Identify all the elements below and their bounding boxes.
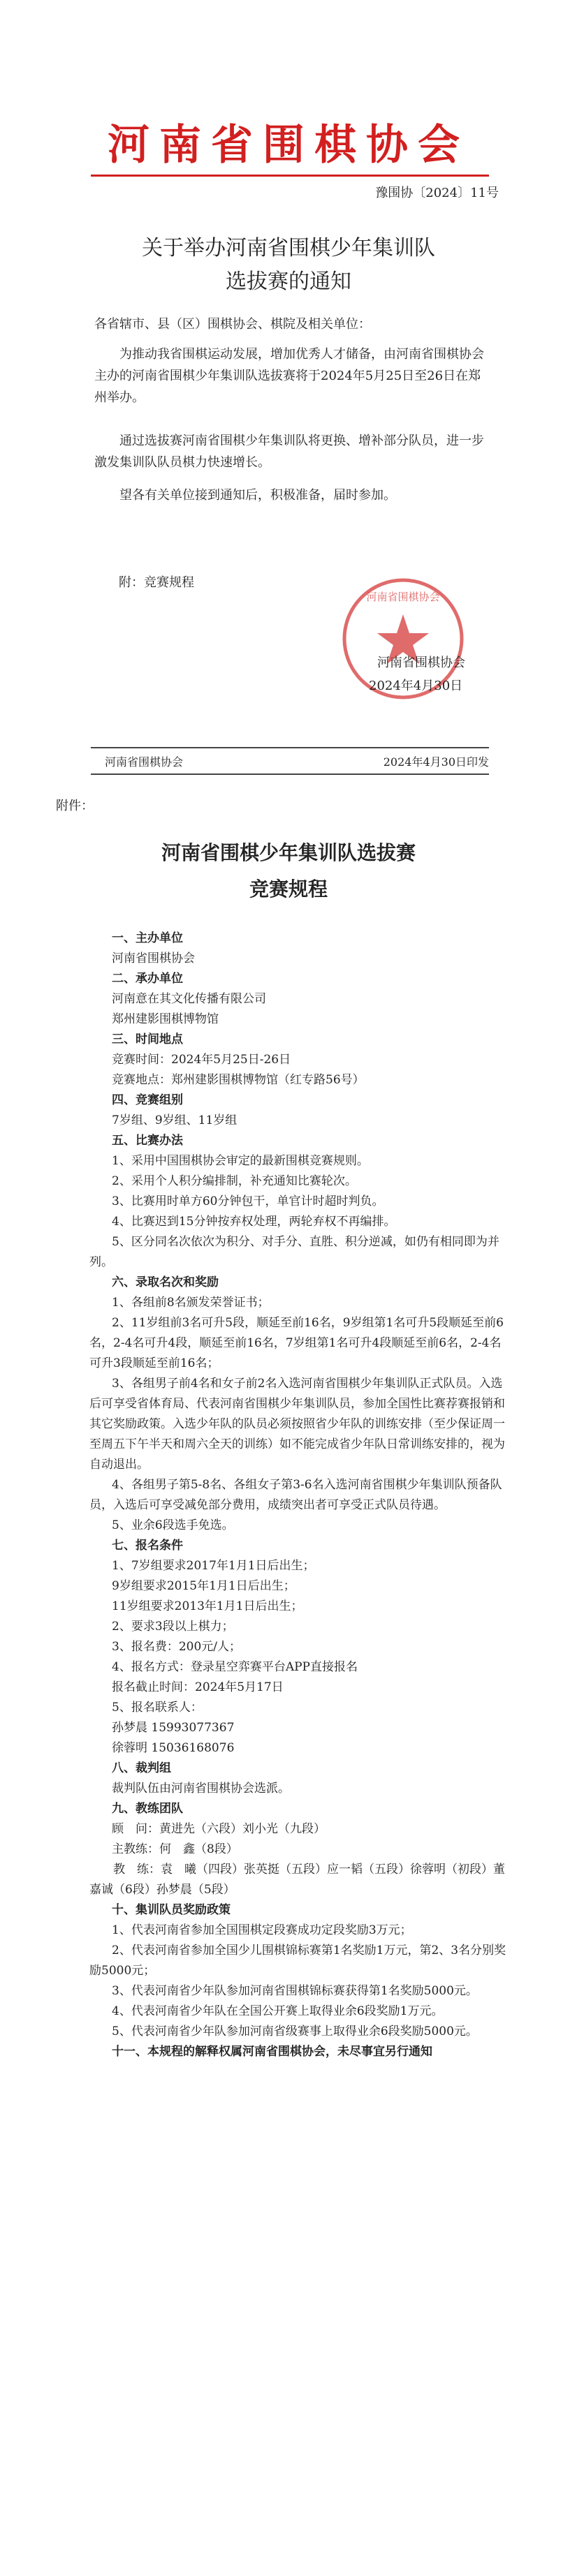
rule-line: 3、各组男子前4名和女子前2名入选河南省围棋少年集训队正式队员。入选后可享受省体育局、代表河南省围棋少年集训队员，参加全国性比赛荐赛报销和其它奖励政策。入选少年队的队员必须按照省少年队的训练安排（至少保证周一至周五下午半天和周六全天的训练）如不能完成省少年队日常训练安排的，视为自动退出。 <box>89 1377 505 1472</box>
rule-line: 裁判队伍由河南省围棋协会选派。 <box>112 1782 290 1796</box>
rule-line: 主教练：何 鑫（8段） <box>112 1842 238 1856</box>
rule-line: 5、代表河南省少年队参加河南省级赛事上取得业余6段奖励5000元。 <box>112 2024 478 2038</box>
salutation: 各省辖市、县（区）围棋协会、棋院及相关单位： <box>94 317 371 332</box>
section-heading: 七、报名条件 <box>112 1539 183 1553</box>
section-heading: 三、时间地点 <box>112 1032 183 1046</box>
rule-line: 4、比赛迟到15分钟按弃权处理，两轮弃权不再编排。 <box>112 1215 396 1229</box>
notice-title-line1: 关于举办河南省围棋少年集训队 <box>142 236 435 260</box>
rule-line: 4、各组男子第5-8名、各组女子第3-6名入选河南省围棋少年集训队预备队员，入选后可享受减免部分费用，成绩突出者可享受正式队员待遇。 <box>89 1478 502 1512</box>
rule-line: 4、报名方式：登录星空弈赛平台APP直接报名 <box>112 1660 358 1674</box>
section-heading: 一、主办单位 <box>112 931 183 945</box>
rule-line: 报名截止时间：2024年5月17日 <box>112 1680 284 1694</box>
section-heading: 四、竞赛组别 <box>112 1093 183 1107</box>
rule-line: 3、比赛用时单方60分钟包干，单官计时超时判负。 <box>112 1194 384 1208</box>
rule-line: 5、报名联系人： <box>112 1701 203 1715</box>
footer-rule-top <box>91 747 489 748</box>
rule-line: 2、代表河南省参加全国少儿围棋锦标赛第1名奖励1万元，第2、3名分别奖励5000元； <box>89 1944 506 1978</box>
section-heading: 八、裁判组 <box>112 1761 171 1775</box>
rules-body <box>89 928 509 2062</box>
rule-line: 2、要求3段以上棋力； <box>112 1620 234 1634</box>
section-heading: 十、集训队员奖励政策 <box>112 1903 231 1917</box>
rule-line: 1、各组前8名颁发荣誉证书； <box>112 1296 270 1310</box>
rule-line: 5、区分同名次依次为积分、对手分、直胜、积分逆减，如仍有相同即为并列。 <box>89 1235 499 1269</box>
rule-line: 3、代表河南省少年队参加河南省围棋锦标赛获得第1名奖励5000元。 <box>112 1984 478 1998</box>
letterhead: 河南省围棋协会 <box>108 121 469 170</box>
notice-title-line2: 选拔赛的通知 <box>226 269 351 294</box>
rule-line: 竞赛时间：2024年5月25日-26日 <box>112 1053 291 1067</box>
rule-line: 2、11岁组前3名可升5段，顺延至前16名，9岁组第1名可升5段顺延至前6名，2-4名可升4段，顺延至前16名，7岁组第1名可升4段顺延至前6名，2-4名可升3段顺延至前16名； <box>89 1316 504 1370</box>
rule-line: 孙梦晨 15993077367 <box>112 1721 235 1735</box>
footer-issuer: 河南省围棋协会 <box>105 755 184 769</box>
rule-line: 7岁组、9岁组、11岁组 <box>112 1113 238 1127</box>
section-heading: 二、承办单位 <box>112 972 183 986</box>
rule-line: 4、代表河南省少年队在全国公开赛上取得业余6段奖励1万元。 <box>112 2004 444 2018</box>
rule-line: 9岁组要求2015年1月1日后出生； <box>112 1579 295 1593</box>
document-number: 豫围协〔2024〕11号 <box>375 186 499 200</box>
rule-line: 1、7岁组要求2017年1月1日后出生； <box>112 1559 315 1573</box>
rule-line: 徐蓉明 15036168076 <box>112 1741 235 1755</box>
footer-rule-bottom <box>91 773 489 775</box>
rule-line: 河南意在其文化传播有限公司 <box>112 992 266 1006</box>
rules-title: 河南省围棋少年集训队选拔赛 <box>161 841 416 864</box>
paragraph-1: 为推动我省围棋运动发展，增加优秀人才储备，由河南省围棋协会主办的河南省围棋少年集训队选拔赛将于2024年5月25日至26日在郑州举办。 <box>94 347 484 405</box>
rule-line: 1、采用中国围棋协会审定的最新围棋竞赛规则。 <box>112 1154 369 1168</box>
notice-page <box>0 0 577 782</box>
footer-print-date: 2024年4月30日印发 <box>383 755 489 769</box>
rule-line: 5、业余6段选手免选。 <box>112 1518 234 1532</box>
rule-line: 教 练：袁 曦（四段）张英挺（五段）应一韬（五段）徐蓉明（初段）董嘉诚（6段）孙梦晨（5段） <box>89 1863 505 1897</box>
rule-line: 3、报名费：200元/人； <box>112 1640 241 1654</box>
section-heading: 五、比赛办法 <box>112 1134 183 1148</box>
paragraph-2: 通过选拔赛河南省围棋少年集训队将更换、增补部分队员，进一步激发集训队队员棋力快速增长。 <box>94 434 484 470</box>
attachment-label: 附件： <box>56 799 94 813</box>
red-divider <box>91 175 489 177</box>
seal-text: 河南省围棋协会 <box>366 591 440 603</box>
paragraph-3: 望各有关单位接到通知后，积极准备，届时参加。 <box>119 488 396 503</box>
signature-organization: 河南省围棋协会 <box>377 656 465 670</box>
rule-line: 2、采用个人积分编排制，补充通知比赛轮次。 <box>112 1174 357 1188</box>
rule-line: 顾 问：黄进先（六段）刘小光（九段） <box>112 1822 326 1836</box>
rule-line: 河南省围棋协会 <box>112 952 195 965</box>
rule-line: 1、代表河南省参加全国围棋定段赛成功定段奖励3万元； <box>112 1923 412 1937</box>
rule-line: 郑州建影围棋博物馆 <box>112 1012 219 1026</box>
rule-line: 竞赛地点：郑州建影围棋博物馆（红专路56号） <box>112 1073 365 1087</box>
signature-date: 2024年4月30日 <box>369 679 463 693</box>
section-heading: 九、教练团队 <box>112 1802 183 1816</box>
section-heading: 六、录取名次和奖励 <box>112 1275 219 1289</box>
rules-page <box>0 796 577 2576</box>
rule-line: 11岁组要求2013年1月1日后出生； <box>112 1599 303 1613</box>
attachment-note: 附：竞赛规程 <box>119 575 194 590</box>
section-heading: 十一、本规程的解释权属河南省围棋协会，未尽事宜另行通知 <box>112 2045 432 2059</box>
rules-subtitle: 竞赛规程 <box>249 878 328 901</box>
